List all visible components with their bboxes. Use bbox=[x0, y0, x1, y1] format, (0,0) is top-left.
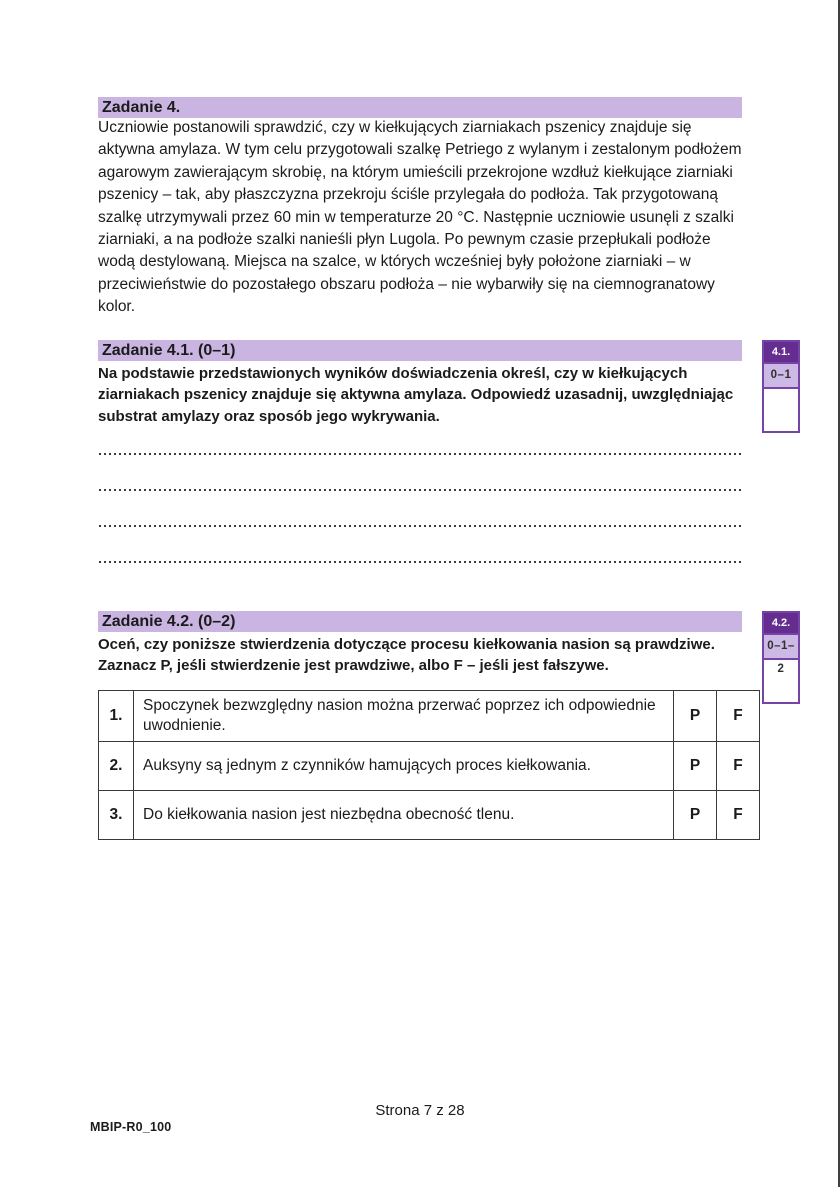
task41-header-band bbox=[98, 340, 742, 361]
statements-table bbox=[98, 690, 760, 840]
task42-score-label: 4.2. bbox=[764, 613, 798, 633]
task42-header-band bbox=[98, 611, 742, 632]
answer-line[interactable] bbox=[99, 452, 741, 455]
option-false[interactable]: F bbox=[717, 742, 760, 791]
option-true[interactable]: P bbox=[674, 742, 717, 791]
page-number: Strona 7 z 28 bbox=[375, 1102, 465, 1119]
option-true[interactable]: P bbox=[674, 791, 717, 840]
task41-instruction: Na podstawie przedstawionych wyników doświadczenia określ, czy w kiełkujących ziarniakach pszenicy znajduje się aktywna amylaza. Odpowiedź uzasadnij, uwzględniając substrat amylazy oraz sposób jego wykrywania. bbox=[98, 365, 734, 425]
answer-line[interactable] bbox=[99, 488, 741, 491]
task42-score-points: 0–1–2 bbox=[764, 633, 798, 660]
task41-title: Zadanie 4.1. (0–1) bbox=[102, 342, 236, 359]
task41-score-label: 4.1. bbox=[764, 342, 798, 362]
answer-line[interactable] bbox=[99, 560, 741, 563]
option-false[interactable]: F bbox=[717, 691, 760, 742]
task42-instruction: Oceń, czy poniższe stwierdzenia dotyczące procesu kiełkowania nasion są prawdziwe. Zaznacz P, jeśli stwierdzenie jest prawdziwe, albo F – jeśli jest fałszywe. bbox=[98, 636, 715, 675]
table-row bbox=[99, 791, 760, 840]
statement-number: 3. bbox=[99, 791, 134, 840]
option-true[interactable]: P bbox=[674, 691, 717, 742]
statement-number: 2. bbox=[99, 742, 134, 791]
table-row bbox=[99, 691, 760, 742]
table-row bbox=[99, 742, 760, 791]
task42-title: Zadanie 4.2. (0–2) bbox=[102, 613, 236, 630]
task4-header-band bbox=[98, 97, 742, 118]
statement-number: 1. bbox=[99, 691, 134, 742]
task41-score-points: 0–1 bbox=[764, 362, 798, 389]
task41-score-box bbox=[762, 340, 800, 433]
option-false[interactable]: F bbox=[717, 791, 760, 840]
task42-score-box bbox=[762, 611, 800, 704]
statement-text: Auksyny są jednym z czynników hamujących proces kiełkowania. bbox=[134, 742, 674, 791]
task4-title: Zadanie 4. bbox=[102, 99, 181, 116]
statement-text: Spoczynek bezwzględny nasion można przerwać poprzez ich odpowiednie uwodnienie. bbox=[134, 691, 674, 742]
statement-text: Do kiełkowania nasion jest niezbędna obecność tlenu. bbox=[134, 791, 674, 840]
task4-paragraph: Uczniowie postanowili sprawdzić, czy w kiełkujących ziarniakach pszenicy znajduje się aktywna amylaza. W tym celu przygotowali szalkę Petriego z wylanym i zestalonym podłożem agarowym zawierającym skrobię, na którym umieścili przekrojone wzdłuż kiełkujące ziarniaki pszenicy – tak, aby płaszczyzna przekroju ściśle przylegała do podłoża. Tak przygotowaną szalkę utrzymywali przez 60 min w temperaturze 20 °C. Następnie uczniowie usunęli z szalki ziarniaki, a na podłoże szalki nanieśli płyn Lugola. Po pewnym czasie przepłukali podłoże wodą destylowaną. Miejsca na szalce, w których wcześniej były położone ziarniaki – w przeciwieństwie do pozostałego obszaru podłoża – nie wybarwiły się na ciemnogranatowy kolor. bbox=[98, 119, 742, 316]
task41-score-empty-cell bbox=[764, 389, 798, 431]
form-code: MBIP-R0_100 bbox=[90, 1120, 172, 1134]
answer-line[interactable] bbox=[99, 524, 741, 527]
